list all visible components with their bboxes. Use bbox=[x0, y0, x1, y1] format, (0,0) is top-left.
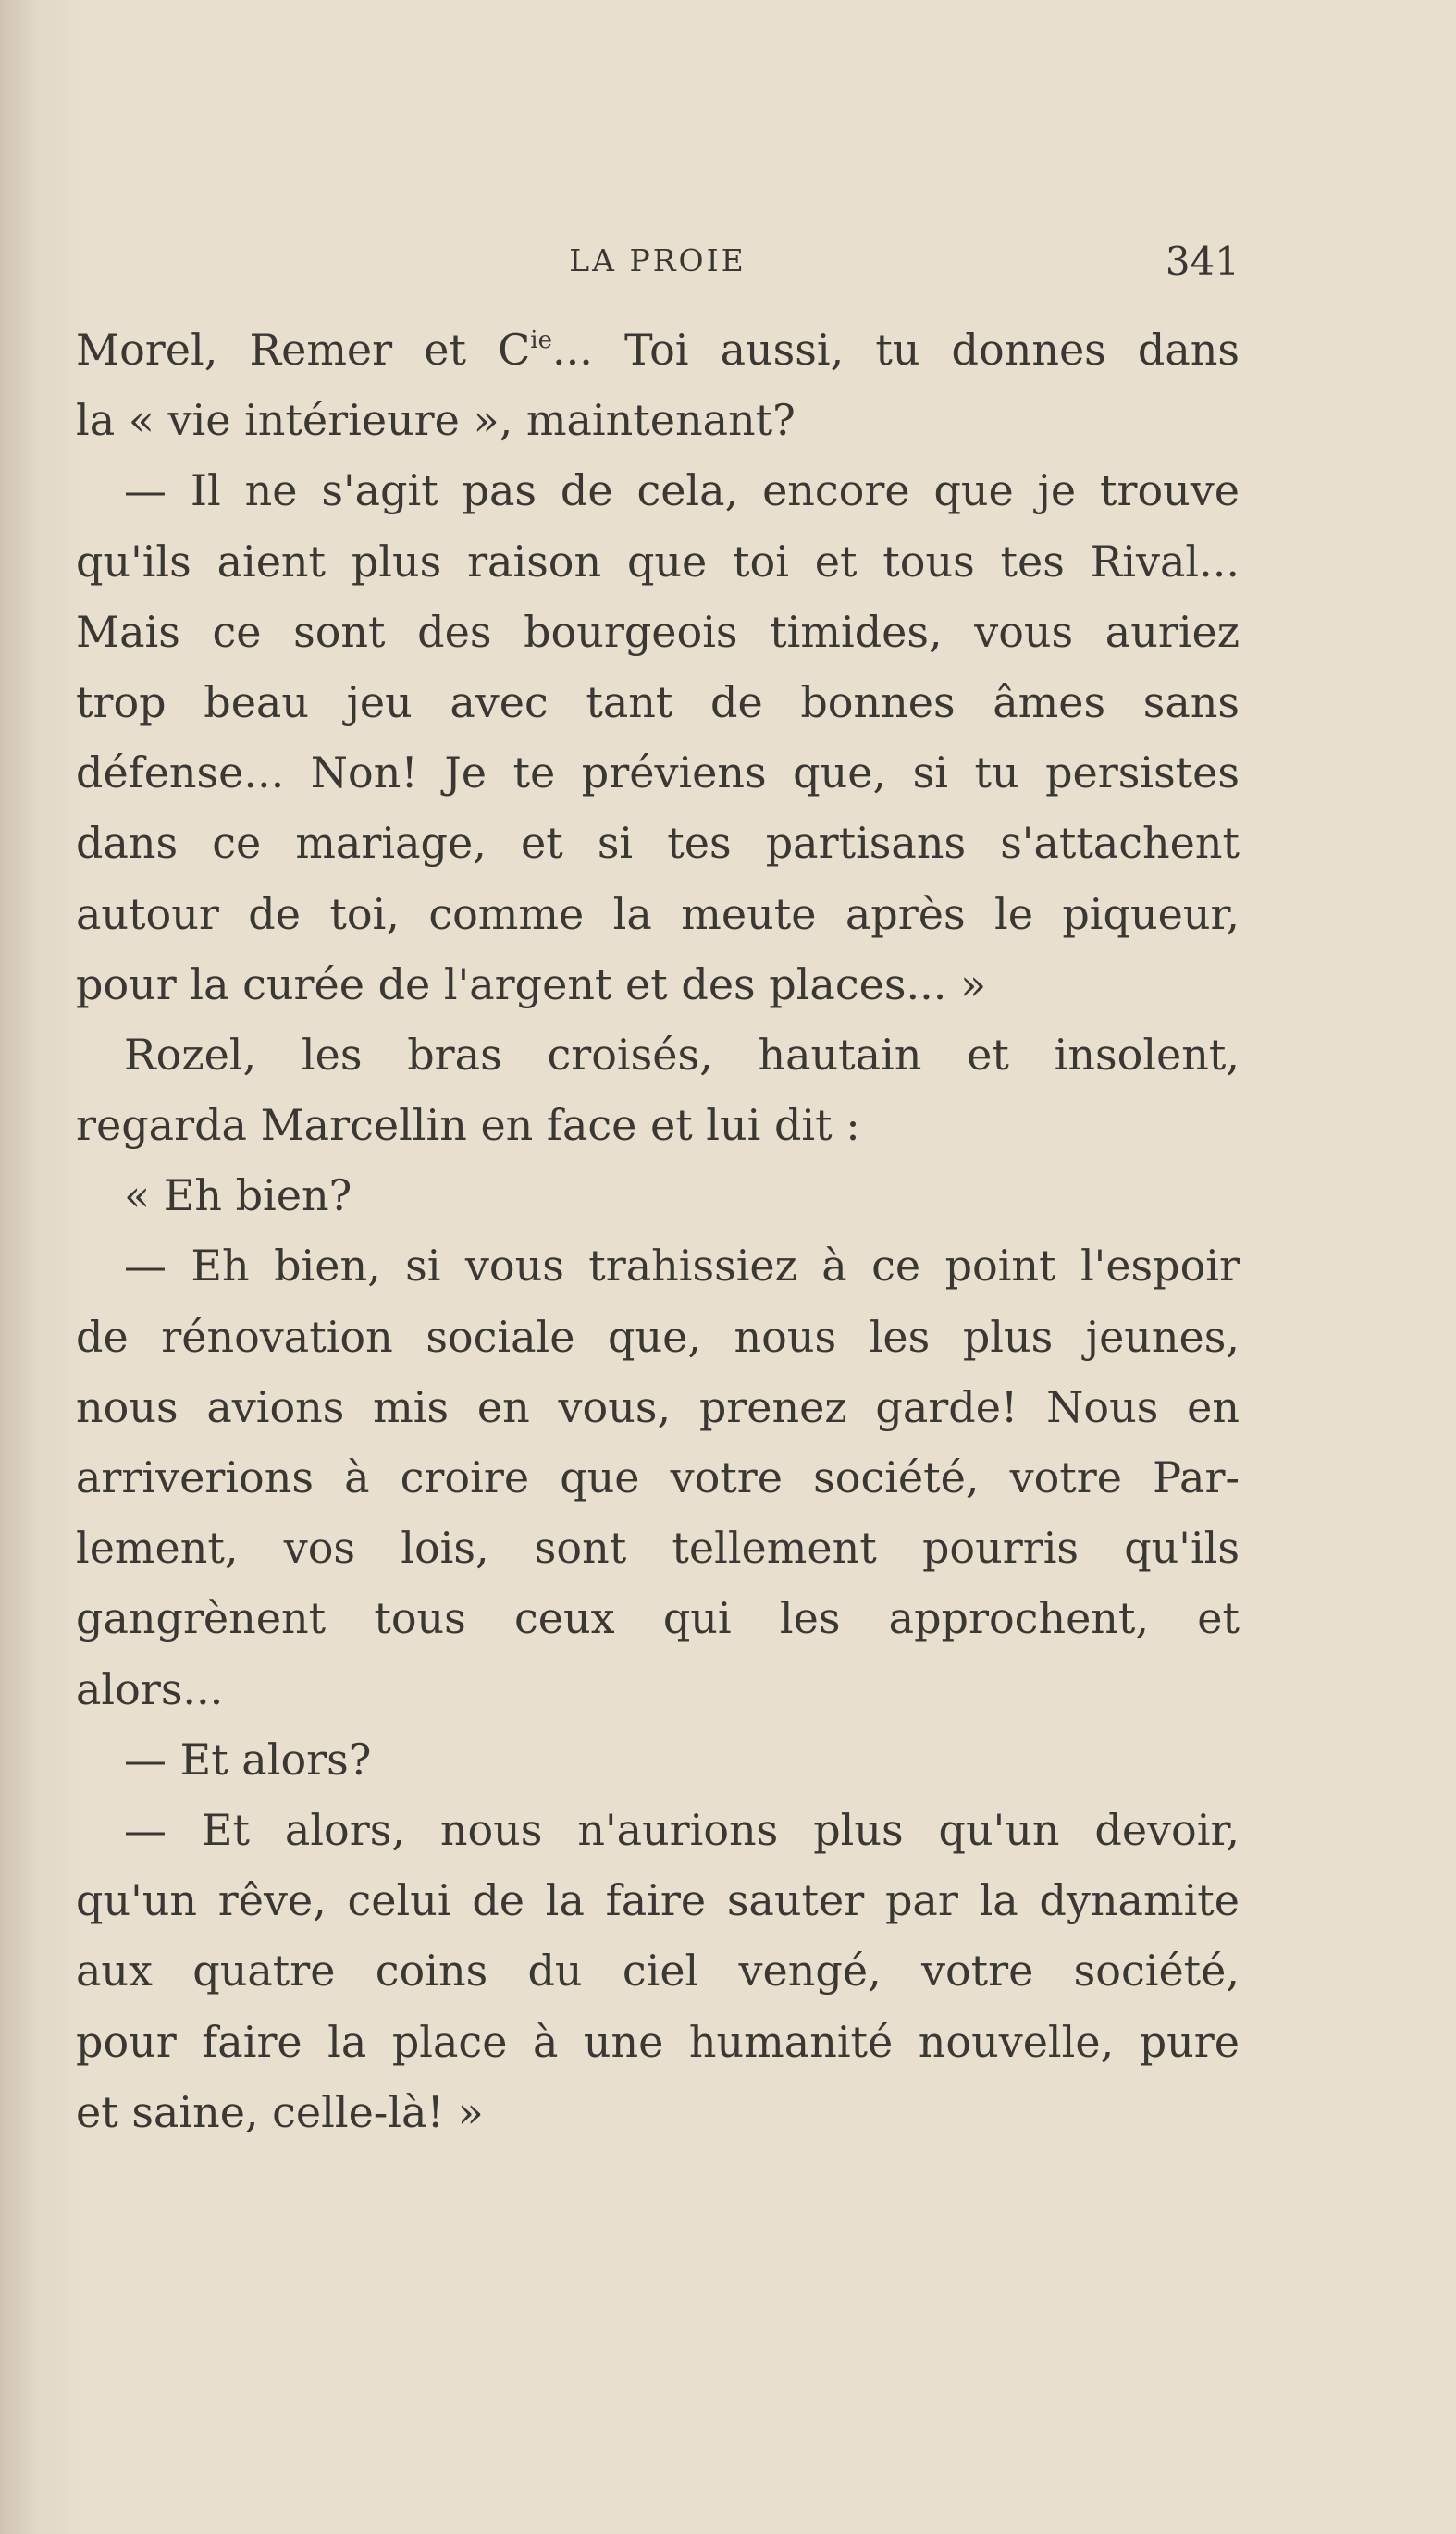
text-line: qu'un rêve, celui de la faire sauter par la dynamite bbox=[76, 1875, 1240, 1926]
text-line: autour de toi, comme la meute après le piqueur, bbox=[76, 888, 1240, 939]
running-head bbox=[76, 239, 1240, 298]
text-line: aux quatre coins du ciel vengé, votre société, bbox=[76, 1946, 1240, 1996]
text-line: trop beau jeu avec tant de bonnes âmes sans bbox=[76, 676, 1240, 727]
text-line: pour la curée de l'argent et des places... » bbox=[76, 958, 987, 1009]
text-line: la « vie intérieure », maintenant? bbox=[76, 395, 796, 446]
text-line: « Eh bien? bbox=[124, 1170, 352, 1221]
text-line: Rozel, les bras croisés, hautain et insolent, bbox=[124, 1029, 1240, 1080]
text-line: gangrènent tous ceux qui les approchent, et bbox=[76, 1593, 1240, 1644]
text-line: Mais ce sont des bourgeois timides, vous auriez bbox=[76, 606, 1240, 657]
text-line: pour faire la place à une humanité nouvelle, pure bbox=[76, 2016, 1240, 2067]
text-line: alors... bbox=[76, 1663, 224, 1714]
text-line: — Il ne s'agit pas de cela, encore que je trouve bbox=[124, 465, 1240, 516]
text-line: regarda Marcellin en face et lui dit : bbox=[76, 1100, 860, 1151]
text-line: et saine, celle-là! » bbox=[76, 2086, 484, 2137]
body-text bbox=[76, 315, 1240, 2147]
text-line: — Et alors, nous n'aurions plus qu'un devoir, bbox=[124, 1804, 1240, 1855]
text-line: Morel, Remer et $C^{ie}$... Toi aussi, tu donnes dans bbox=[76, 325, 1240, 375]
text-line: — Et alors? bbox=[124, 1734, 372, 1785]
text-line: — Eh bien, si vous trahissiez à ce point l'espoir bbox=[124, 1241, 1240, 1292]
text-line: lement, vos lois, sont tellement pourris qu'ils bbox=[76, 1523, 1240, 1574]
text-line: dans ce mariage, et si tes partisans s'attachent bbox=[76, 818, 1240, 869]
page-number: 341 bbox=[1165, 239, 1240, 284]
superscript: ie bbox=[530, 327, 552, 354]
text-line: de rénovation sociale que, nous les plus jeunes, bbox=[76, 1311, 1240, 1362]
text-line: qu'ils aient plus raison que toi et tous tes Rival... bbox=[76, 536, 1240, 587]
text-line: nous avions mis en vous, prenez garde! Nous en bbox=[76, 1381, 1240, 1432]
running-title: LA PROIE bbox=[569, 242, 747, 278]
text-line: défense... Non! Je te préviens que, si tu persistes bbox=[76, 748, 1240, 798]
text-line: arriverions à croire que votre société, votre Par- bbox=[76, 1452, 1240, 1502]
